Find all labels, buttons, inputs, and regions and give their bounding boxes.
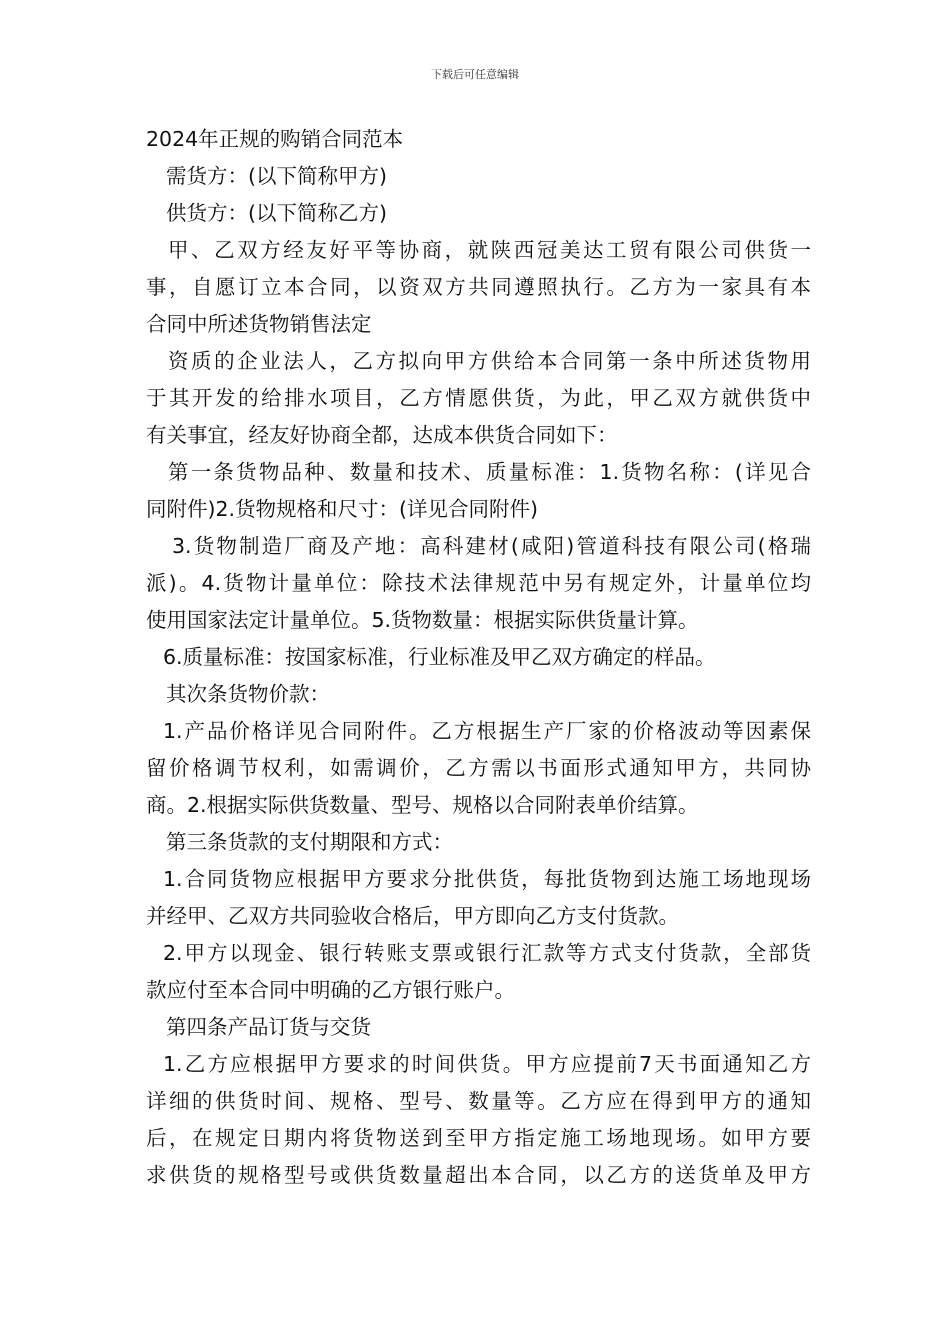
section-heading: 其次条货物价款： bbox=[166, 682, 330, 706]
paragraph-line: 1.乙方应根据甲方要求的时间供货。甲方应提前7天书面通知乙方 bbox=[163, 1052, 811, 1076]
paragraph-line: 后，在规定日期内将货物送到至甲方指定施工场地现场。如甲方要 bbox=[146, 1126, 811, 1150]
paragraph-line: 甲、乙双方经友好平等协商，就陕西冠美达工贸有限公司供货一 bbox=[168, 238, 811, 262]
paragraph-line: 第一条货物品种、数量和技术、质量标准：1.货物名称：(详见合 bbox=[168, 460, 811, 484]
paragraph-line: 合同中所述货物销售法定 bbox=[146, 312, 372, 336]
paragraph-line: 需货方：(以下简称甲方) bbox=[166, 164, 387, 188]
paragraph-line: 详细的供货时间、规格、型号、数量等。乙方应在得到甲方的通知 bbox=[146, 1089, 811, 1113]
paragraph-line: 1.合同货物应根据甲方要求分批供货，每批货物到达施工场地现场 bbox=[163, 867, 811, 891]
paragraph-line: 求供货的规格型号或供货数量超出本合同，以乙方的送货单及甲方 bbox=[146, 1163, 811, 1187]
paragraph-line: 6.质量标准：按国家标准，行业标准及甲乙双方确定的样品。 bbox=[163, 645, 716, 669]
paragraph-line: 供货方：(以下简称乙方) bbox=[166, 201, 387, 225]
section-heading: 第四条产品订货与交货 bbox=[166, 1015, 371, 1039]
document-title: 2024年正规的购销合同范本 bbox=[146, 127, 404, 151]
paragraph-line: 使用国家法定计量单位。5.货物数量：根据实际供货量计算。 bbox=[146, 608, 699, 632]
paragraph-line: 商。2.根据实际供货数量、型号、规格以合同附表单价结算。 bbox=[146, 793, 699, 817]
paragraph-line: 同附件)2.货物规格和尺寸：(详见合同附件) bbox=[146, 497, 539, 521]
paragraph-line: 派)。4.货物计量单位：除技术法律规范中另有规定外，计量单位均 bbox=[146, 571, 811, 595]
paragraph-line: 3.货物制造厂商及产地：高科建材(咸阳)管道科技有限公司(格瑞 bbox=[172, 534, 811, 558]
paragraph-line: 1.产品价格详见合同附件。乙方根据生产厂家的价格波动等因素保 bbox=[163, 719, 811, 743]
header-note: 下载后可任意编辑 bbox=[431, 68, 519, 81]
paragraph-line: 2.甲方以现金、银行转账支票或银行汇款等方式支付货款，全部货 bbox=[163, 941, 811, 965]
paragraph-line: 事，自愿订立本合同，以资双方共同遵照执行。乙方为一家具有本 bbox=[146, 275, 811, 299]
paragraph-line: 于其开发的给排水项目，乙方情愿供货，为此，甲乙双方就供货中 bbox=[146, 386, 811, 410]
paragraph-line: 并经甲、乙双方共同验收合格后，甲方即向乙方支付货款。 bbox=[146, 904, 679, 928]
paragraph-line: 有关事宜，经友好协商全都，达成本供货合同如下： bbox=[146, 423, 618, 447]
paragraph-line: 资质的企业法人，乙方拟向甲方供给本合同第一条中所述货物用 bbox=[168, 349, 811, 373]
document-body bbox=[146, 121, 811, 1194]
paragraph-line: 款应付至本合同中明确的乙方银行账户。 bbox=[146, 978, 515, 1002]
section-heading: 第三条货款的支付期限和方式： bbox=[166, 830, 453, 854]
paragraph-line: 留价格调节权利，如需调价，乙方需以书面形式通知甲方，共同协 bbox=[146, 756, 811, 780]
